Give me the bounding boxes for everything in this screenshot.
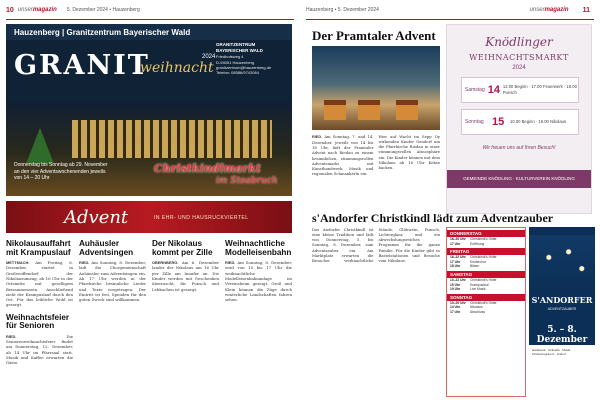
pramtaler-title: Der Pramtaler Advent (312, 28, 436, 43)
advent-banner (6, 201, 292, 233)
granit-logo: GRANIT (14, 50, 150, 81)
brand-prefix: unser (17, 7, 33, 13)
market-stall (324, 100, 346, 120)
article-title: Der Nikolaus kommt per Zille (152, 240, 213, 257)
article-text: Die Seniorenweihnachtsfeier findet am Donnerstag, 12. Dezember, ab 14 Uhr im Pfarrsaal statt. Musik und Kaffee erwarten die Gäste. (6, 333, 73, 366)
schedule-day: SAMSTAG (447, 271, 525, 278)
program-schedule (446, 227, 526, 397)
schedule-row (447, 264, 525, 269)
ad-contact-info (216, 42, 288, 76)
ad-note: Wir freuen uns auf Ihren Besuch! (482, 145, 556, 151)
ad-brand: S'ANDORFER (531, 295, 593, 305)
article-dateline: RIED. (312, 135, 323, 139)
lit-building (72, 120, 272, 158)
sandorf-title: s'Andorfer Christkindl lädt zum Adventzauber (312, 211, 554, 225)
info-title: GRANITZENTRUM BAYERISCHER WALD (216, 42, 263, 54)
article-dateline: OBERNBERG. (152, 260, 179, 266)
day-program: 10.00 Beginn · 16.00 Nikolaus (510, 119, 567, 125)
weihnacht-script: weihnacht (140, 60, 214, 76)
advent-title: Advent (64, 207, 129, 228)
pramtaler-photo (312, 46, 440, 130)
article-body (6, 260, 73, 307)
page-number: 11 (582, 6, 590, 14)
info-line: D-94051 Hauzenberg (216, 59, 255, 65)
schedule-time: 19 Uhr (450, 287, 461, 292)
issue-meta: 5. Dezember 2024 • Hauzenberg (66, 7, 140, 13)
christmas-tree-icon (26, 128, 54, 164)
article-text: Am Freitag, 6. Dezember, startet in Großweiffendorf der Nikolausumzug, ab 16 Uhr in der Ortsmitte mit geselligem Beisammensein. Anschließend zieht der Krampuslauf durch den Ort. Für das leibliche Wohl ist gesorgt. (6, 260, 73, 308)
brand-suffix: magazin (544, 7, 569, 13)
sandorf-adventzauber-ad (529, 227, 595, 397)
schedule-time: 14 Uhr (450, 305, 461, 310)
ad-footer: GEMEINDE KNÖDLING · KULTURVEREIN KNÖDLING (447, 170, 591, 188)
stoabruch-subtitle: im Stoabruch (216, 176, 278, 186)
article-text: Am Sonntag, 7. und 14. Dezember, jeweils von 14 bis 18 Uhr, lädt der Pramtaler Advent nach Riedau zu einem besinnlichen, stimmungsvollen Adventsmarkt mit Kunsthandwerk, Musik und regionalen Schmankerln ein. (312, 134, 374, 176)
article-column (79, 240, 146, 398)
pramtaler-article (312, 134, 440, 176)
ad-footer: Handwerk · Kulinarik · Musik · Kinderprogramm · Andorf (529, 345, 595, 397)
day-name: Samstag (465, 87, 485, 93)
brand-suffix: magazin (32, 7, 57, 13)
day-date: 15 (492, 116, 505, 128)
advent-articles (6, 240, 292, 398)
article-dateline: RIED. (6, 333, 17, 339)
article-body (312, 134, 374, 176)
ad-date: 5. – 8. Dezember (536, 325, 588, 345)
right-header (300, 0, 600, 20)
schedule-day: SONNTAG (447, 294, 525, 301)
article-column (152, 240, 219, 398)
info-line: Friedhofsweg 4 (216, 54, 244, 60)
day-box (461, 77, 579, 103)
article-title: Auhäusler Adventsingen (79, 240, 134, 257)
ad-title: Knödlinger (485, 35, 553, 49)
day-box (461, 109, 579, 135)
article-column (6, 240, 73, 398)
schedule-item: Bläser (470, 264, 480, 269)
market-stall (396, 100, 418, 120)
schedule-time: 16–20 Uhr (450, 237, 466, 241)
brand-prefix: unser (529, 7, 545, 13)
schedule-item: Nikolaus (470, 305, 483, 310)
knoedlinger-weihnachtsmarkt-ad (446, 24, 592, 214)
schedule-item: Kinderchor (470, 259, 486, 264)
schedule-time: 10–22 Uhr (450, 278, 466, 283)
article-dateline: RIED. (225, 260, 236, 266)
ad-year: 2024 (512, 65, 526, 71)
ad-subtitle: WEIHNACHTSMARKT (469, 53, 569, 62)
article-title: Weihnachtsfeier für Senioren (6, 312, 70, 331)
left-header (0, 0, 300, 20)
day-name: Sonntag (465, 119, 484, 125)
sandorf-article (312, 227, 440, 399)
schedule-time: 17 Uhr (450, 310, 461, 315)
schedule-row (447, 242, 525, 247)
issue-meta: Hauzenberg • 5. Dezember 2024 (306, 7, 379, 13)
article-body (225, 260, 292, 302)
header-rule (306, 19, 594, 20)
article-body: Das Andorfer Christkindl ist eine kleine Tradition und lädt von Donnerstag, 5. bis Sonntag, 8. Dezember, zum Adventzauber ein. Am Marktplatz erwarten die Besucher weihnachtliche Stände, Glühwein, Punsch, Lichterglanz und ein abwechslungsreiches Programm für die ganze Familie. Für die Kinder gibt es Bastelstationen und Besuche vom Nikolaus. (312, 227, 440, 263)
schedule-time: 18 Uhr (450, 264, 461, 269)
schedule-time: 15 Uhr (450, 282, 461, 287)
article-body: Hier auf Wacht im Sepp Oy wirkenden Kinder Gendorf um die Pfarrkirche Riedau in einer stimmungsvollen Atmosphäre ein. Die Kinder können mit dem Nikolaus ab 16 Uhr Kekse backen. (378, 134, 440, 170)
schedule-day: FREITAG (447, 248, 525, 255)
article-title: Weihnachtliche Modelleisenbahn (225, 240, 292, 257)
page-number: 10 (6, 6, 14, 14)
schedule-item: Abschluss (470, 310, 486, 315)
schedule-item: Krampuslauf (470, 282, 489, 287)
article-text: Am Sonntag, 8. Dezember, wird von 10 bis 17 Uhr die weihnachtliche Modelleisenbahnanlage im Vereinsheim gezeigt. Groß und Klein können die Züge durch winterliche Landschaften fahren sehen. (225, 260, 292, 303)
article-title: Nikolausauffahrt mit Krampuslauf (6, 240, 71, 257)
schedule-item: Christkindl's Hütte (470, 255, 497, 260)
advent-subtitle: IN EHR- UND HAUSRUCKVIERTEL (154, 215, 249, 221)
schedule-row (447, 287, 525, 292)
schedule-day: DONNERSTAG (447, 230, 525, 237)
schedule-item: Christkindl's Hütte (470, 237, 497, 241)
schedule-item: Live Musik (470, 287, 486, 292)
schedule-time: 17 Uhr (450, 241, 461, 246)
article-text: Am Sonntag, 8. Dezember, lädt die Chorgemeinschaft Auhäusler zum Adventsingen ein. Ab 17 Uhr werden in der Pfarrkirche besinnliche Lieder und Texte vorgetragen. Der Eintritt ist frei, Spenden für den guten Zweck sind willkommen. (79, 260, 146, 303)
day-date: 14 (487, 84, 500, 96)
header-rule (6, 19, 294, 20)
magazine-brand (530, 7, 569, 13)
info-line: Telefon: 08586/9743064 (216, 70, 259, 76)
article-body (79, 260, 146, 302)
schedule-time: 10–20 Uhr (450, 300, 466, 305)
schedule-time: 17 Uhr (450, 259, 461, 264)
market-stall (358, 100, 380, 120)
article-column (225, 240, 292, 398)
granit-weihnacht-ad (6, 24, 292, 196)
article-dateline: RIED. (79, 260, 90, 266)
ad-topline: Hauzenberg | Granitzentrum Bayerischer Wald (6, 24, 292, 40)
day-program: 12.00 Beginn · 17.00 Feuerwerk · 18.00 Punsch (502, 84, 577, 95)
article-body (6, 334, 73, 366)
ad-subtitle: ADVENTZAUBER (547, 307, 577, 311)
schedule-item: Christkindl's Hütte (470, 300, 497, 305)
schedule-item: Eröffnung (470, 241, 485, 246)
article-dateline: METTMACH. (6, 260, 30, 266)
info-line: granitzentrum@hauzenberg.de (216, 64, 272, 70)
right-header-brand (530, 7, 594, 14)
festive-lights-photo (529, 235, 595, 291)
right-page (300, 0, 600, 400)
schedule-item: Christkindl's Hütte (470, 278, 497, 283)
schedule-row (447, 310, 525, 315)
ad-opening-dates: Donnerstag bis Sonntag ab 29. November an den vier Adventswochenenden jeweils von 14 – 20 Uhr (14, 162, 108, 181)
article-text: Am 6. Dezember landet der Nikolaus um 16 Uhr per Zille am Innufer an. Die Kinder werden mit Geschenken überrascht, für Punsch und Lebkuchen ist gesorgt. (152, 260, 219, 292)
article-body (152, 260, 219, 292)
christkindlmarkt-title: Christkindlmarkt (154, 162, 261, 175)
ad-year: 2024 (202, 54, 216, 60)
schedule-time: 16–22 Uhr (450, 255, 466, 260)
magazine-brand (18, 7, 57, 13)
